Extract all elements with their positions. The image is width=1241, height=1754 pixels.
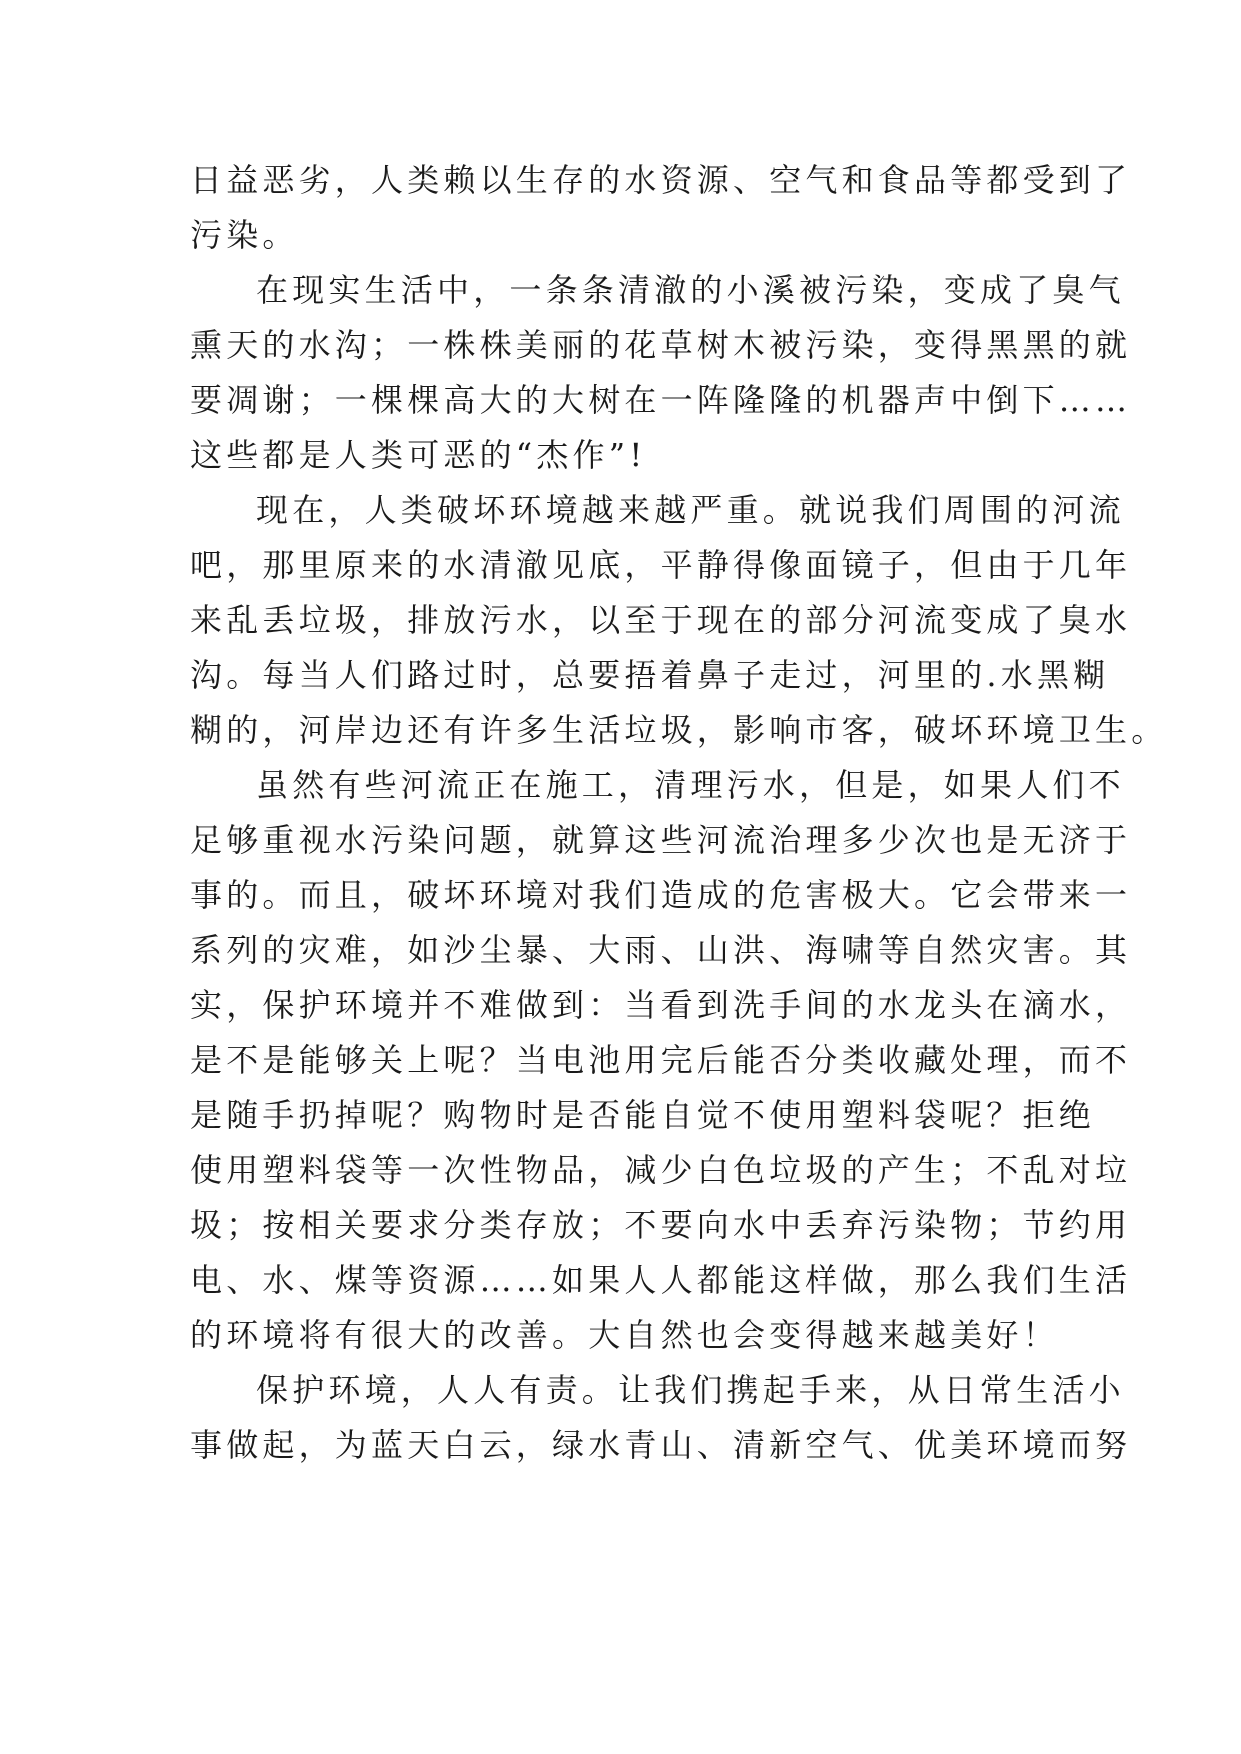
text-line: 是随手扔掉呢？购物时是否能自觉不使用塑料袋呢？拒绝 [190, 1096, 1096, 1134]
text-line: 足够重视水污染问题，就算这些河流治理多少次也是无济于 [190, 821, 1132, 859]
text-line: 事做起，为蓝天白云，绿水青山、清新空气、优美环境而努 [190, 1426, 1132, 1464]
text-line: 在现实生活中，一条条清澈的小溪被污染，变成了臭气 [256, 271, 1125, 309]
text-line: 系列的灾难，如沙尘暴、大雨、山洪、海啸等自然灾害。其 [190, 931, 1132, 969]
text-line: 糊的，河岸边还有许多生活垃圾，影响市客，破坏环境卫生。 [190, 711, 1168, 749]
text-line: 使用塑料袋等一次性物品，减少白色垃圾的产生；不乱对垃 [190, 1151, 1132, 1189]
text-line: 是不是能够关上呢？当电池用完后能否分类收藏处理，而不 [190, 1041, 1132, 1079]
text-line: 熏天的水沟；一株株美丽的花草树木被污染，变得黑黑的就 [190, 326, 1132, 364]
text-line: 吧，那里原来的水清澈见底，平静得像面镜子，但由于几年 [190, 546, 1132, 584]
text-line: 圾；按相关要求分类存放；不要向水中丢弃污染物；节约用 [190, 1206, 1132, 1244]
text-line: 保护环境，人人有责。让我们携起手来，从日常生活小 [256, 1371, 1125, 1409]
text-line: 事的。而且，破坏环境对我们造成的危害极大。它会带来一 [190, 876, 1132, 914]
text-line: 这些都是人类可恶的“杰作”! [190, 436, 647, 474]
text-line: 来乱丢垃圾，排放污水，以至于现在的部分河流变成了臭水 [190, 601, 1132, 639]
text-line: 要凋谢；一棵棵高大的大树在一阵隆隆的机器声中倒下…… [190, 381, 1132, 419]
text-line: 电、水、煤等资源……如果人人都能这样做，那么我们生活 [190, 1261, 1132, 1299]
text-line: 的环境将有很大的改善。大自然也会变得越来越美好！ [190, 1316, 1059, 1354]
text-line: 日益恶劣，人类赖以生存的水资源、空气和食品等都受到了 [190, 161, 1132, 199]
text-line: 污染。 [190, 216, 299, 254]
text-line: 现在，人类破坏环境越来越严重。就说我们周围的河流 [256, 491, 1125, 529]
text-line: 实，保护环境并不难做到：当看到洗手间的水龙头在滴水， [190, 986, 1132, 1024]
text-line: 沟。每当人们路过时，总要捂着鼻子走过，河里的.水黑糊 [190, 656, 1110, 694]
text-line: 虽然有些河流正在施工，清理污水，但是，如果人们不 [256, 766, 1125, 804]
